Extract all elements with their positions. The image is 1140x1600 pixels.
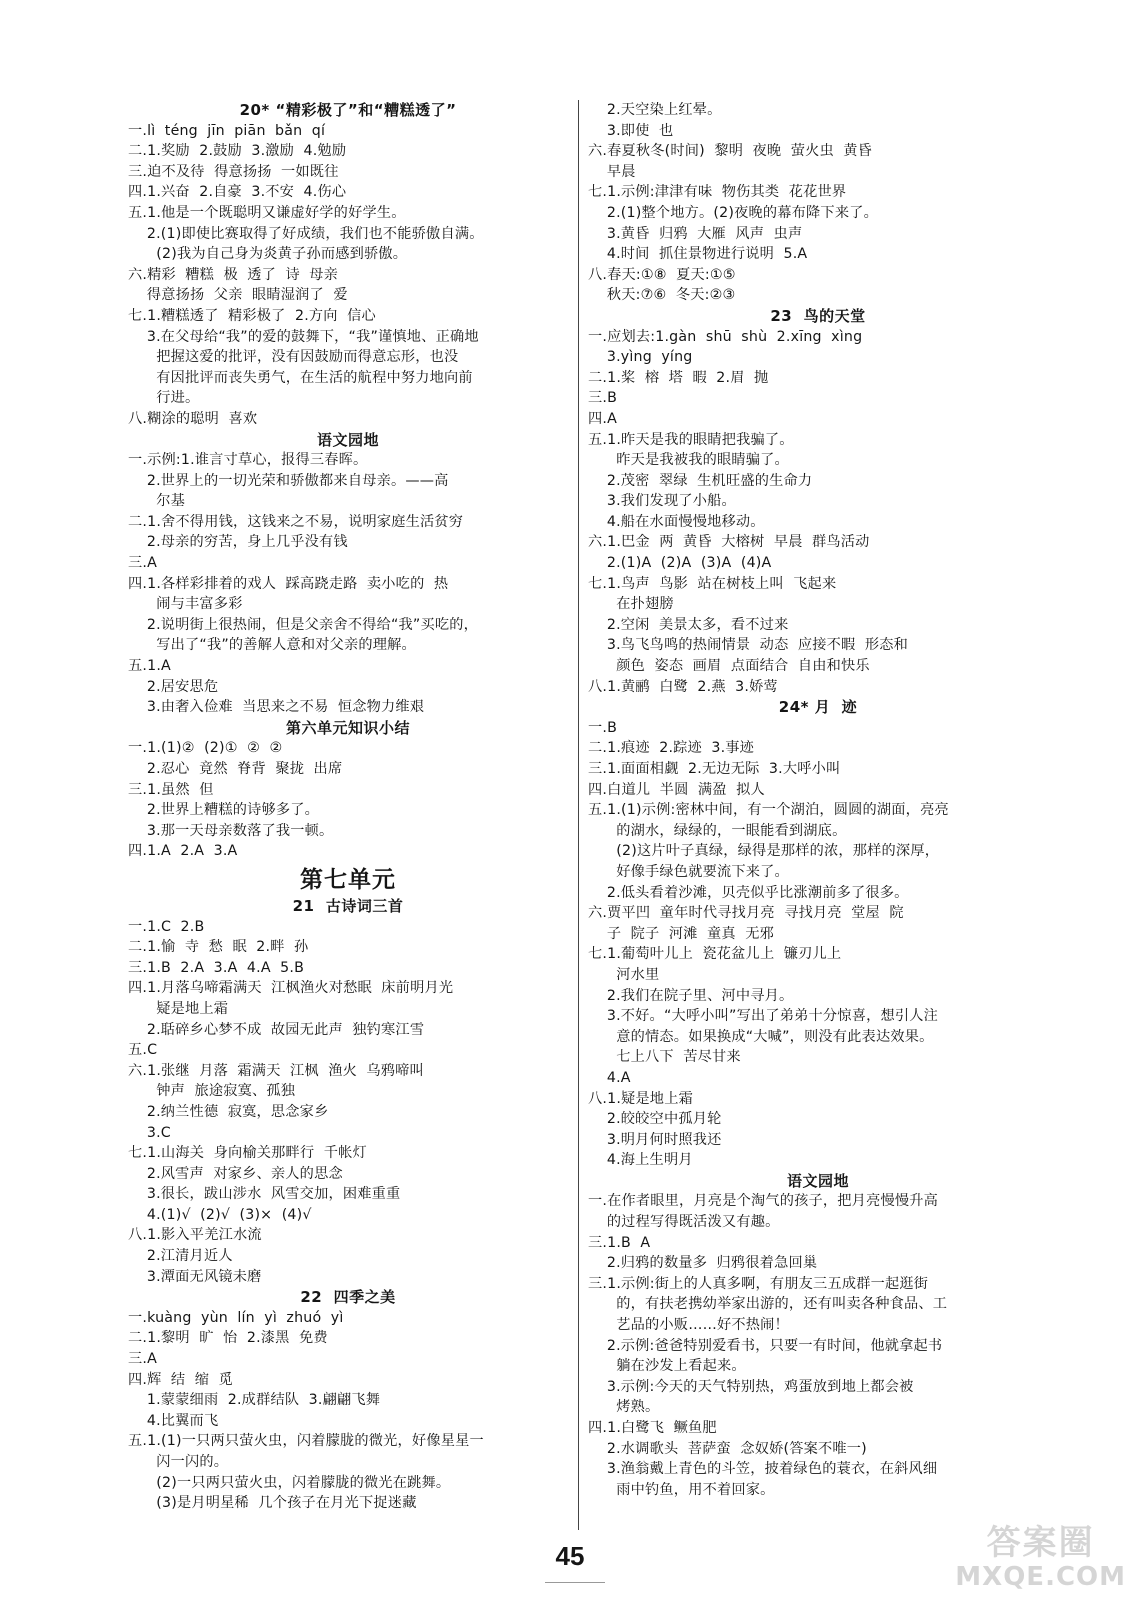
answer-line: 一.lì téng jīn piān bǎn qí	[128, 122, 326, 139]
footer-rule	[545, 1582, 605, 1583]
answer-line: 2.空闲 美景太多，看不过来	[588, 616, 789, 633]
answer-line: 早晨	[588, 163, 636, 180]
answer-line: 七.1.示例:津津有味 物伤其类 花花世界	[588, 184, 847, 201]
answer-line: 二.1.痕迹 2.踪迹 3.事迹	[588, 740, 755, 757]
answer-line: 颜色 姿态 画眉 点面结合 自由和快乐	[588, 658, 870, 675]
answer-line: 3.即使 也	[588, 122, 674, 139]
answer-line: 一.B	[588, 719, 618, 736]
answer-line: 五.1.(1)一只两只萤火虫，闪着朦胧的微光，好像星星一	[128, 1433, 484, 1450]
watermark-text-top: 答案圈	[986, 1523, 1095, 1563]
answer-line: 一.1.C 2.B	[128, 918, 205, 935]
answer-line: 七.1.葡萄叶儿上 瓷花盆儿上 镰刃儿上	[588, 946, 842, 963]
answer-line: 4.船在水面慢慢地移动。	[588, 513, 765, 530]
answer-line: 八.春天:①⑧ 夏天:①⑤	[588, 266, 736, 283]
answer-line: 六.1.张继 月落 霜满天 江枫 渔火 乌鸦啼叫	[128, 1062, 424, 1079]
answer-line: 二.1.愉 寺 愁 眠 2.畔 孙	[128, 939, 309, 956]
answer-line: 2.风雪声 对家乡、亲人的思念	[128, 1165, 343, 1182]
section-heading: 第七单元	[300, 865, 396, 893]
answer-line: 3.C	[128, 1124, 171, 1141]
answer-line: 三.迫不及待 得意扬扬 一如既往	[128, 163, 339, 180]
answer-line: 2.说明街上很热闹，但是父亲舍不得给“我”买吃的，	[128, 616, 479, 633]
answer-line: 三.1.B 2.A 3.A 4.A 5.B	[128, 959, 305, 976]
answer-line: 二.1.奖励 2.鼓励 3.激励 4.勉励	[128, 143, 347, 160]
answer-line: 2.江清月近人	[128, 1248, 233, 1265]
answer-line: 3.黄昏 归鸦 大雁 风声 虫声	[588, 225, 803, 242]
answer-line: 二.1.桨 榕 塔 暇 2.眉 抛	[588, 369, 769, 386]
answer-line: 3.明月何时照我还	[588, 1131, 722, 1148]
answer-line: 2.茂密 翠绿 生机旺盛的生命力	[588, 472, 813, 489]
answer-line: 四.白道儿 半圆 满盈 拟人	[588, 781, 765, 798]
answer-line: 四.1.白鹭飞 鳜鱼肥	[588, 1420, 717, 1436]
section-heading: 21 古诗词三首	[292, 896, 404, 915]
answer-line: 3.渔翁戴上青色的斗笠，披着绿色的蓑衣，在斜风细	[588, 1461, 938, 1478]
answer-line: 3.由奢入俭难 当思来之不易 恒念物力维艰	[128, 699, 425, 716]
answer-line: 八.1.影入平羌江水流	[128, 1227, 262, 1244]
answer-line: 四.1.A 2.A 3.A	[128, 843, 238, 860]
answer-line: 在扑翅膀	[588, 596, 674, 613]
answer-line: 的，有扶老携幼举家出游的，还有叫卖各种食品、工	[588, 1296, 948, 1313]
answer-line: 子 院子 河滩 童真 无邪	[588, 925, 775, 942]
answer-line: 3.示例:今天的天气特别热，鸡蛋放到地上都会被	[588, 1378, 914, 1395]
answer-line: 五.1.(1)示例:密林中间，有一个湖泊，圆圆的湖面，亮亮	[588, 802, 949, 819]
answer-line: 六.贾平凹 童年时代寻找月亮 寻找月亮 堂屋 院	[588, 905, 904, 922]
answer-line: 六.1.巴金 两 黄昏 大榕树 早晨 群鸟活动	[588, 534, 870, 551]
answer-line: 意的情态。如果换成“大喊”，则没有此表达效果。	[588, 1028, 934, 1045]
answer-line: 秋天:⑦⑥ 冬天:②③	[588, 287, 736, 304]
answer-line: 2.我们在院子里、河中寻月。	[588, 987, 794, 1004]
answer-line: 4.A	[588, 1069, 631, 1086]
answer-line: 把握这爱的批评，没有因鼓励而得意忘形，也没	[128, 349, 459, 366]
page-number: 45	[555, 1541, 585, 1571]
answer-line: 2.(1)即使比赛取得了好成绩，我们也不能骄傲自满。	[128, 225, 484, 242]
answer-line: 3.在父母给“我”的爱的鼓舞下，“我”谨慎地、正确地	[128, 328, 479, 345]
answer-line: 2.水调歌头 菩萨蛮 念奴娇(答案不唯一)	[588, 1440, 867, 1457]
answer-line: 八.1.疑是地上霜	[588, 1090, 693, 1107]
answer-line: 二.1.舍不得用钱，这钱来之不易，说明家庭生活贫穷	[128, 513, 464, 530]
answer-line: 有因批评而丧失勇气，在生活的航程中努力地向前	[128, 369, 473, 386]
answer-line: 4.时间 抓住景物进行说明 5.A	[588, 246, 808, 263]
answer-line: 好像手绿色就要流下来了。	[588, 863, 789, 880]
answer-line: (2)一只两只萤火虫，闪着朦胧的微光在跳舞。	[128, 1474, 451, 1491]
answer-line: 三.1.面面相觑 2.无边无际 3.大呼小叫	[588, 761, 841, 777]
answer-line: 四.辉 结 缩 觅	[128, 1371, 233, 1388]
answer-line: 五.1.昨天是我的眼睛把我骗了。	[588, 431, 794, 448]
answer-line: 一.示例:1.谁言寸草心，报得三春晖。	[128, 452, 368, 469]
answer-line: 2.天空染上红晕。	[588, 102, 722, 118]
answer-line: 雨中钓鱼，用不着回家。	[588, 1481, 775, 1498]
answer-line: 4.比翼而飞	[128, 1412, 219, 1429]
answer-line: 三.1.B A	[588, 1234, 651, 1251]
answer-line: 2.聒碎乡心梦不成 故园无此声 独钓寒江雪	[128, 1021, 425, 1038]
answer-line: 二.1.黎明 旷 怡 2.漆黑 免费	[128, 1330, 328, 1347]
answer-line: 4.海上生明月	[588, 1152, 693, 1169]
answer-line: 2.世界上的一切光荣和骄傲都来自母亲。——高	[128, 472, 449, 489]
answer-column-left	[128, 100, 568, 1514]
answer-line: 的湖水，绿绿的，一眼能看到湖底。	[588, 822, 847, 839]
answer-line: 一.1.(1)② (2)① ② ②	[128, 740, 283, 757]
answer-line: 四.1.兴奋 2.自豪 3.不安 4.伤心	[128, 184, 347, 201]
answer-line: 3.潭面无风镜未磨	[128, 1268, 262, 1285]
answer-line: 2.低头看着沙滩，贝壳似乎比涨潮前多了很多。	[588, 884, 909, 901]
answer-line: 3.我们发现了小船。	[588, 493, 736, 510]
section-heading: 20* “精彩极了”和“糟糕透了”	[239, 101, 457, 119]
answer-line: 2.归鸦的数量多 归鸦很着急回巢	[588, 1255, 818, 1272]
answer-line: 五.1.A	[128, 658, 171, 675]
answer-column-right	[588, 100, 1048, 1500]
answer-line: 3.鸟飞鸟鸣的热闹情景 动态 应接不暇 形态和	[588, 637, 909, 654]
answer-line: 烤熟。	[588, 1399, 660, 1416]
watermark-logo	[955, 1523, 1126, 1592]
answer-line: 4.(1)√ (2)√ (3)× (4)√	[128, 1206, 312, 1223]
answer-line: (2)这片叶子真绿，绿得是那样的浓，那样的深厚，	[588, 843, 940, 860]
answer-line: 三.B	[588, 390, 618, 407]
answer-line: 七上八下 苦尽甘来	[588, 1049, 741, 1066]
answer-line: 七.1.鸟声 鸟影 站在树枝上叫 飞起来	[588, 575, 837, 592]
answer-line: 3.那一天母亲数落了我一顿。	[128, 822, 334, 839]
answer-line: 3.不好。“大呼小叫”写出了弟弟十分惊喜，想引人注	[588, 1008, 939, 1025]
answer-line: 三.1.示例:街上的人真多啊，有朋友三五成群一起逛街	[588, 1275, 929, 1292]
answer-line: 写出了“我”的善解人意和对父亲的理解。	[128, 637, 416, 654]
section-heading: 24* 月 迹	[778, 698, 858, 717]
answer-line: 八.糊涂的聪明 喜欢	[128, 410, 258, 427]
answer-line: 2.世界上糟糕的诗够多了。	[128, 802, 320, 819]
answer-line: 钟声 旅途寂寞、孤独	[128, 1083, 296, 1100]
answer-line: 躺在沙发上看起来。	[588, 1358, 746, 1375]
answer-line: 一.在作者眼里，月亮是个淘气的孩子，把月亮慢慢升高	[588, 1193, 939, 1210]
answer-line: 2.母亲的穷苦，身上几乎没有钱	[128, 534, 348, 551]
answer-line: 1.蒙蒙细雨 2.成群结队 3.翩翩飞舞	[128, 1392, 381, 1409]
answer-line: 得意扬扬 父亲 眼睛湿润了 爱	[128, 287, 348, 304]
answer-line: 2.纳兰性德 寂寞，思念家乡	[128, 1103, 329, 1120]
answer-line: 六.春夏秋冬(时间) 黎明 夜晚 萤火虫 黄昏	[588, 143, 873, 160]
answer-line: 一.kuàng yùn lín yì zhuó yì	[128, 1309, 344, 1326]
answer-line: 一.应划去:1.gàn shū shù 2.xīng xìng	[588, 328, 863, 345]
answer-line: (3)是月明星稀 几个孩子在月光下捉迷藏	[128, 1495, 417, 1512]
watermark-text-bottom: MXQE.COM	[955, 1562, 1126, 1592]
section-heading: 语文园地	[316, 430, 379, 449]
answer-line: 七.1.糟糕透了 精彩极了 2.方向 信心	[128, 307, 376, 324]
answer-line: 八.1.黄鹂 白鹭 2.燕 3.娇莺	[588, 678, 778, 695]
answer-line: 3.很长，跋山涉水 风雪交加，困难重重	[128, 1186, 401, 1203]
answer-line: 艺品的小贩……好不热闹！	[588, 1317, 789, 1334]
section-heading: 22 四季之美	[300, 1288, 396, 1307]
answer-line: 四.A	[588, 410, 618, 427]
section-heading: 第六单元知识小结	[285, 718, 410, 737]
answer-line: 3.yìng yíng	[588, 349, 693, 366]
answer-line: 疑是地上霜	[128, 1000, 229, 1017]
answer-line: 昨天是我被我的眼睛骗了。	[588, 452, 789, 469]
answer-line: 2.居安思危	[128, 678, 219, 695]
answer-line: 六.精彩 糟糕 极 透了 诗 母亲	[128, 266, 339, 283]
answer-line: 五.C	[128, 1042, 158, 1059]
answer-line: 五.1.他是一个既聪明又谦虚好学的好学生。	[128, 204, 406, 221]
answer-line: 2.(1)A (2)A (3)A (4)A	[588, 555, 772, 572]
answer-line: 闪一闪的。	[128, 1454, 229, 1470]
section-heading: 23 鸟的天堂	[770, 306, 866, 325]
answer-line: 四.1.月落乌啼霜满天 江枫渔火对愁眠 床前明月光	[128, 980, 454, 997]
answer-line: 三.A	[128, 555, 158, 572]
answer-line: 的过程写得既活泼又有趣。	[588, 1214, 780, 1231]
answer-line: 七.1.山海关 身向榆关那畔行 千帐灯	[128, 1145, 367, 1162]
answer-line: (2)我为自己身为炎黄子孙而感到骄傲。	[128, 246, 408, 263]
answer-line: 闹与丰富多彩	[128, 596, 243, 613]
answer-line: 尔基	[128, 493, 186, 510]
answer-line: 2.(1)整个地方。(2)夜晚的幕布降下来了。	[588, 204, 878, 221]
section-heading: 语文园地	[786, 1171, 849, 1190]
answer-line: 行进。	[128, 390, 200, 407]
answer-line: 2.忍心 竟然 脊背 聚拢 出席	[128, 761, 343, 777]
answer-line: 三.A	[128, 1351, 158, 1368]
answer-line: 河水里	[588, 966, 660, 983]
answer-line: 2.示例:爸爸特别爱看书，只要一有时间，他就拿起书	[588, 1337, 943, 1354]
column-divider	[578, 100, 579, 1530]
answer-line: 2.皎皎空中孤月轮	[588, 1111, 722, 1128]
answer-line: 四.1.各样彩排着的戏人 踩高跷走路 卖小吃的 热	[128, 575, 449, 592]
answer-line: 三.1.虽然 但	[128, 781, 214, 798]
